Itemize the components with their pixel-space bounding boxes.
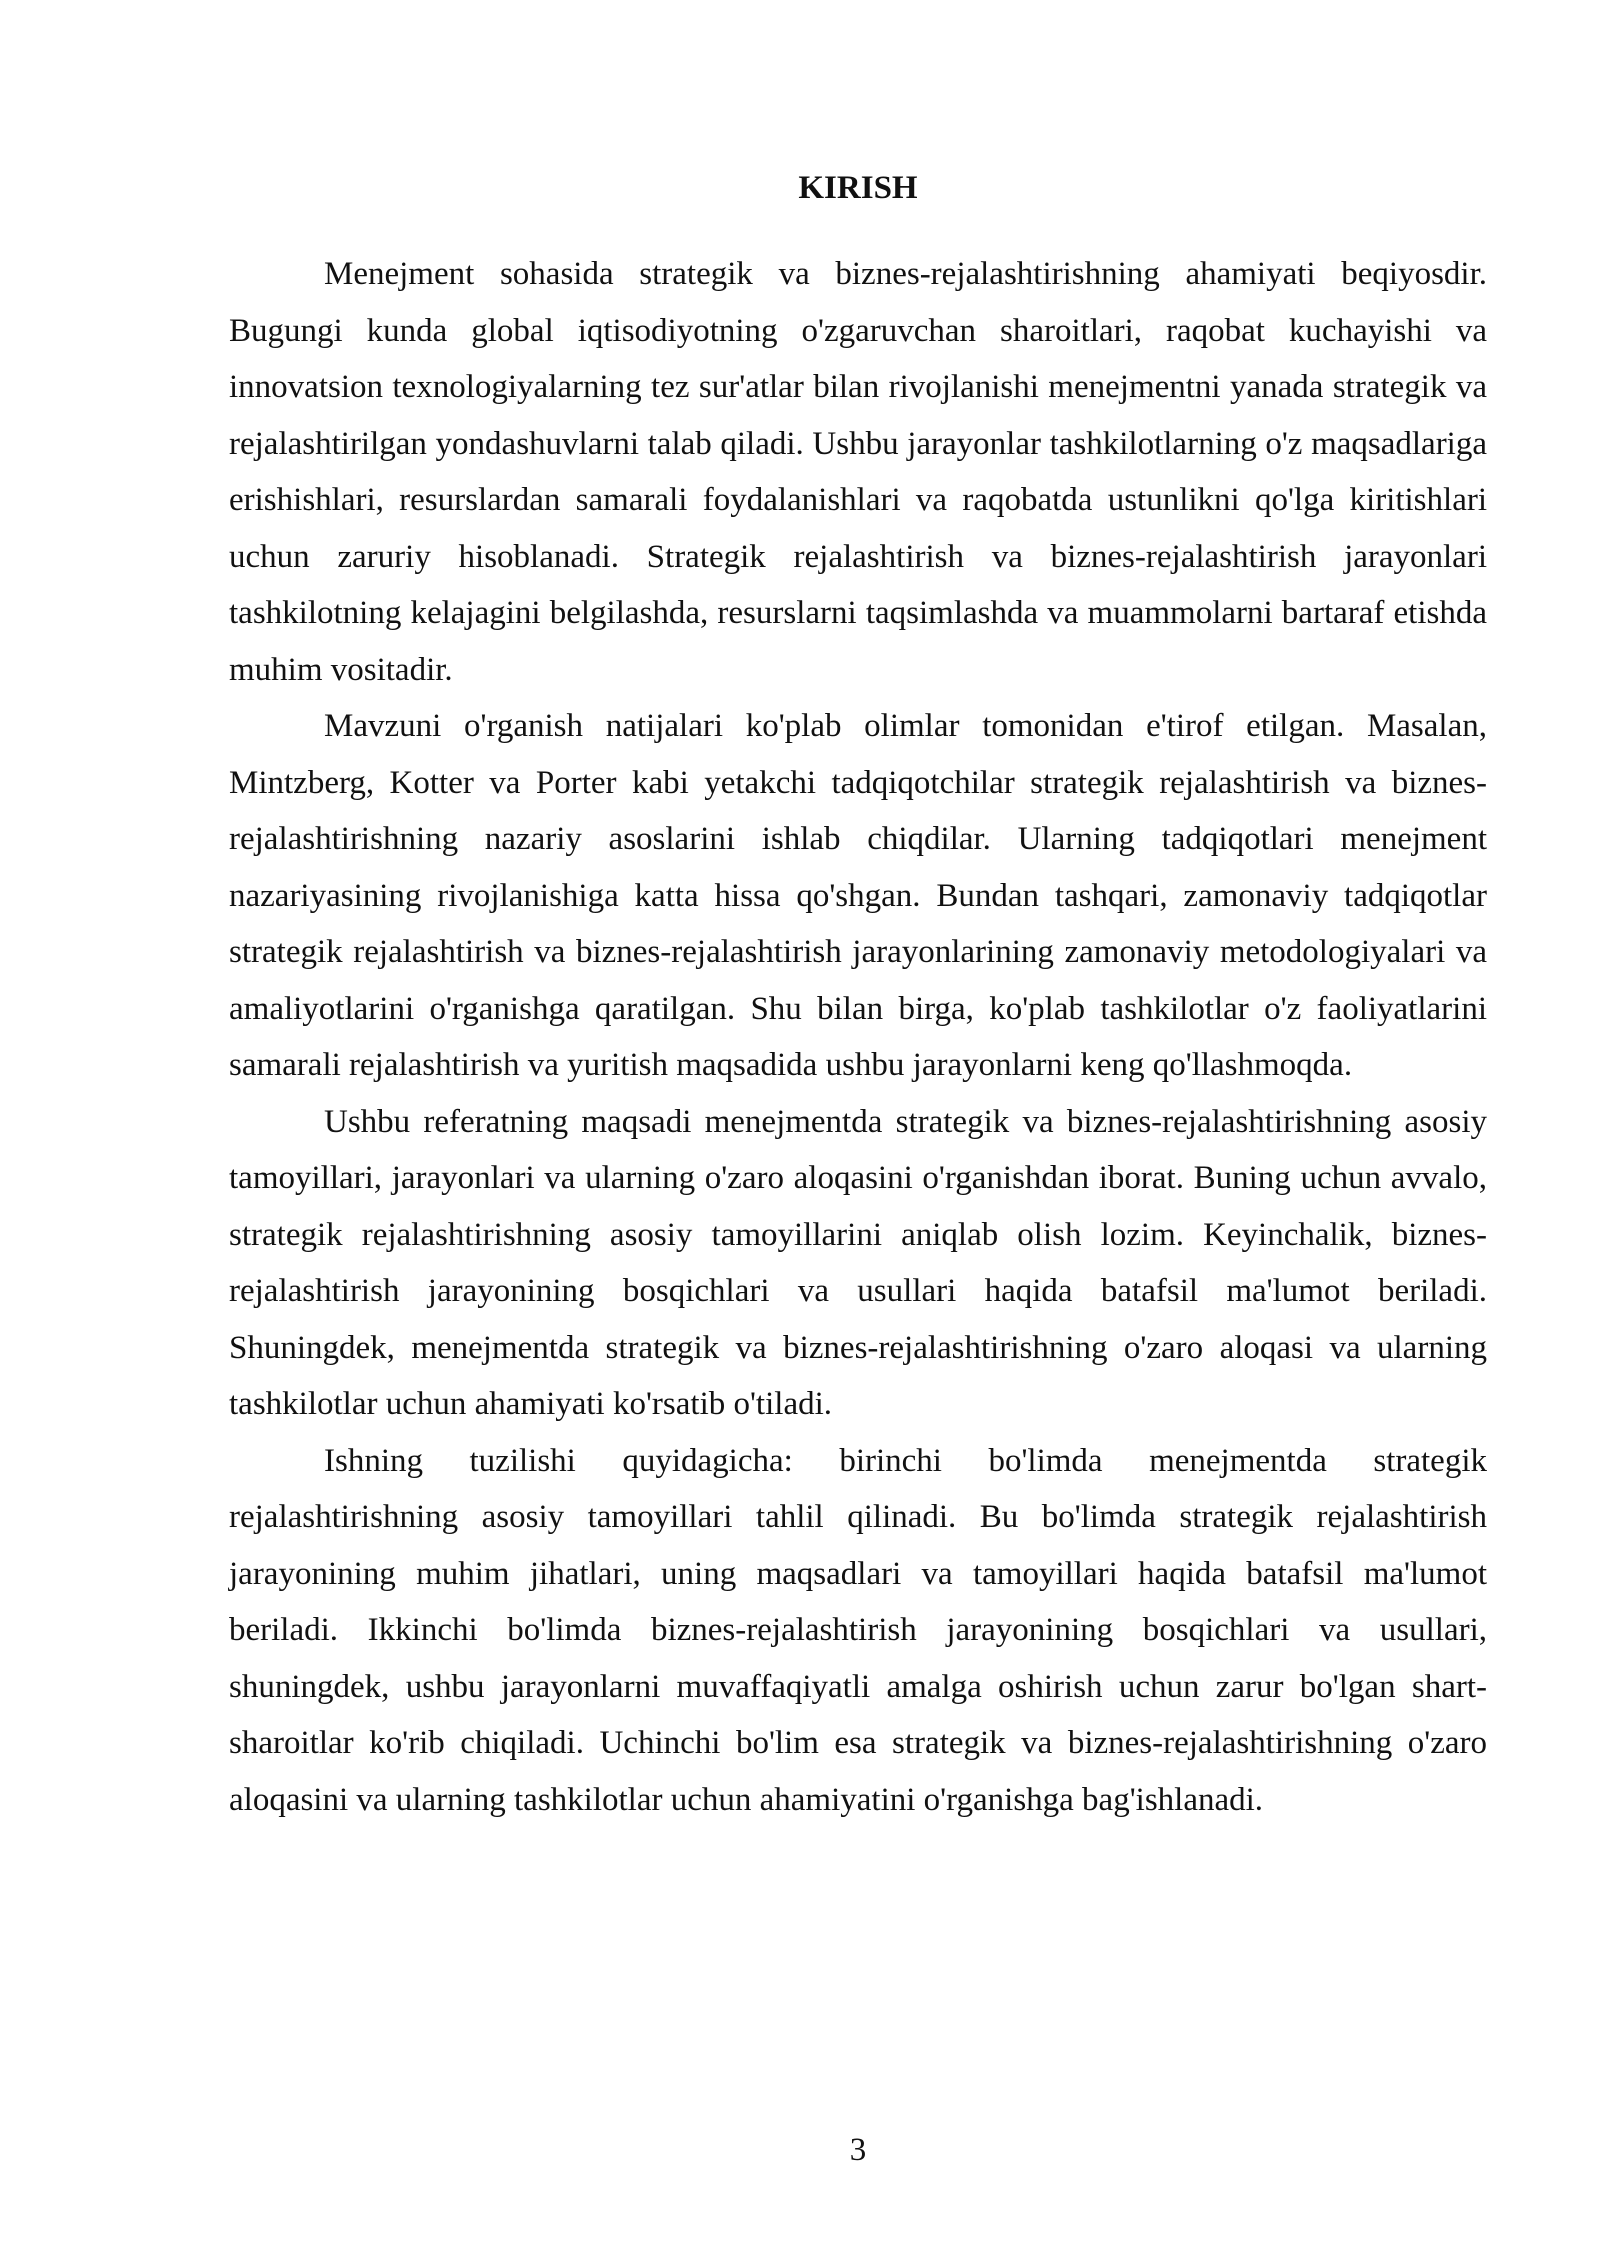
body-text bbox=[229, 246, 1487, 1828]
page-number: 3 bbox=[849, 2132, 867, 2168]
page-title: KIRISH bbox=[798, 170, 918, 206]
paragraph-2: Mavzuni o'rganish natijalari ko'plab olimlar tomonidan e'tirof etilgan. Masalan, Mintzberg, Kotter va Porter kabi yetakchi tadqiqotchilar strategik rejalashtirish va biznes-rejalashtirishning nazariy asoslarini ishlab chiqdilar. Ularning tadqiqotlari menejment nazariyasining rivojlanishiga katta hissa qo'shgan. Bundan tashqari, zamonaviy tadqiqotlar strategik rejalashtirish va biznes-rejalashtirish jarayonlarining zamonaviy metodologiyalari va amaliyotlarini o'rganishga qaratilgan. Shu bilan birga, ko'plab tashkilotlar o'z faoliyatlarini samarali rejalashtirish va yuritish maqsadida ushbu jarayonlarni keng qo'llashmoqda. bbox=[229, 708, 1487, 1083]
paragraph-3: Ushbu referatning maqsadi menejmentda strategik va biznes-rejalashtirishning asosiy tamoyillari, jarayonlari va ularning o'zaro aloqasini o'rganishdan iborat. Buning uchun avvalo, strategik rejalashtirishning asosiy tamoyillarini aniqlab olish lozim. Keyinchalik, biznes-rejalashtirish jarayonining bosqichlari va usullari haqida batafsil ma'lumot beriladi. Shuningdek, menejmentda strategik va biznes-rejalashtirishning o'zaro aloqasi va ularning tashkilotlar uchun ahamiyati ko'rsatib o'tiladi. bbox=[229, 1103, 1487, 1422]
paragraph-1: Menejment sohasida strategik va biznes-rejalashtirishning ahamiyati beqiyosdir. Bugungi kunda global iqtisodiyotning o'zgaruvchan sharoitlari, raqobat kuchayishi va innovatsion texnologiyalarning tez sur'atlar bilan rivojlanishi menejmentni yanada strategik va rejalashtirilgan yondashuvlarni talab qiladi. Ushbu jarayonlar tashkilotlarning o'z maqsadlariga erishishlari, resurslardan samarali foydalanishlari va raqobatda ustunlikni qo'lga kiritishlari uchun zaruriy hisoblanadi. Strategik rejalashtirish va biznes-rejalashtirish jarayonlari tashkilotning kelajagini belgilashda, resurslarni taqsimlashda va muammolarni bartaraf etishda muhim vositadir. bbox=[229, 256, 1487, 688]
paragraph-4: Ishning tuzilishi quyidagicha: birinchi bo'limda menejmentda strategik rejalashtirishning asosiy tamoyillari tahlil qilinadi. Bu bo'limda strategik rejalashtirish jarayonining muhim jihatlari, uning maqsadlari va tamoyillari haqida batafsil ma'lumot beriladi. Ikkinchi bo'limda biznes-rejalashtirish jarayonining bosqichlari va usullari, shuningdek, ushbu jarayonlarni muvaffaqiyatli amalga oshirish uchun zarur bo'lgan shart-sharoitlar ko'rib chiqiladi. Uchinchi bo'lim esa strategik va biznes-rejalashtirishning o'zaro aloqasini va ularning tashkilotlar uchun ahamiyatini o'rganishga bag'ishlanadi. bbox=[229, 1442, 1487, 1818]
